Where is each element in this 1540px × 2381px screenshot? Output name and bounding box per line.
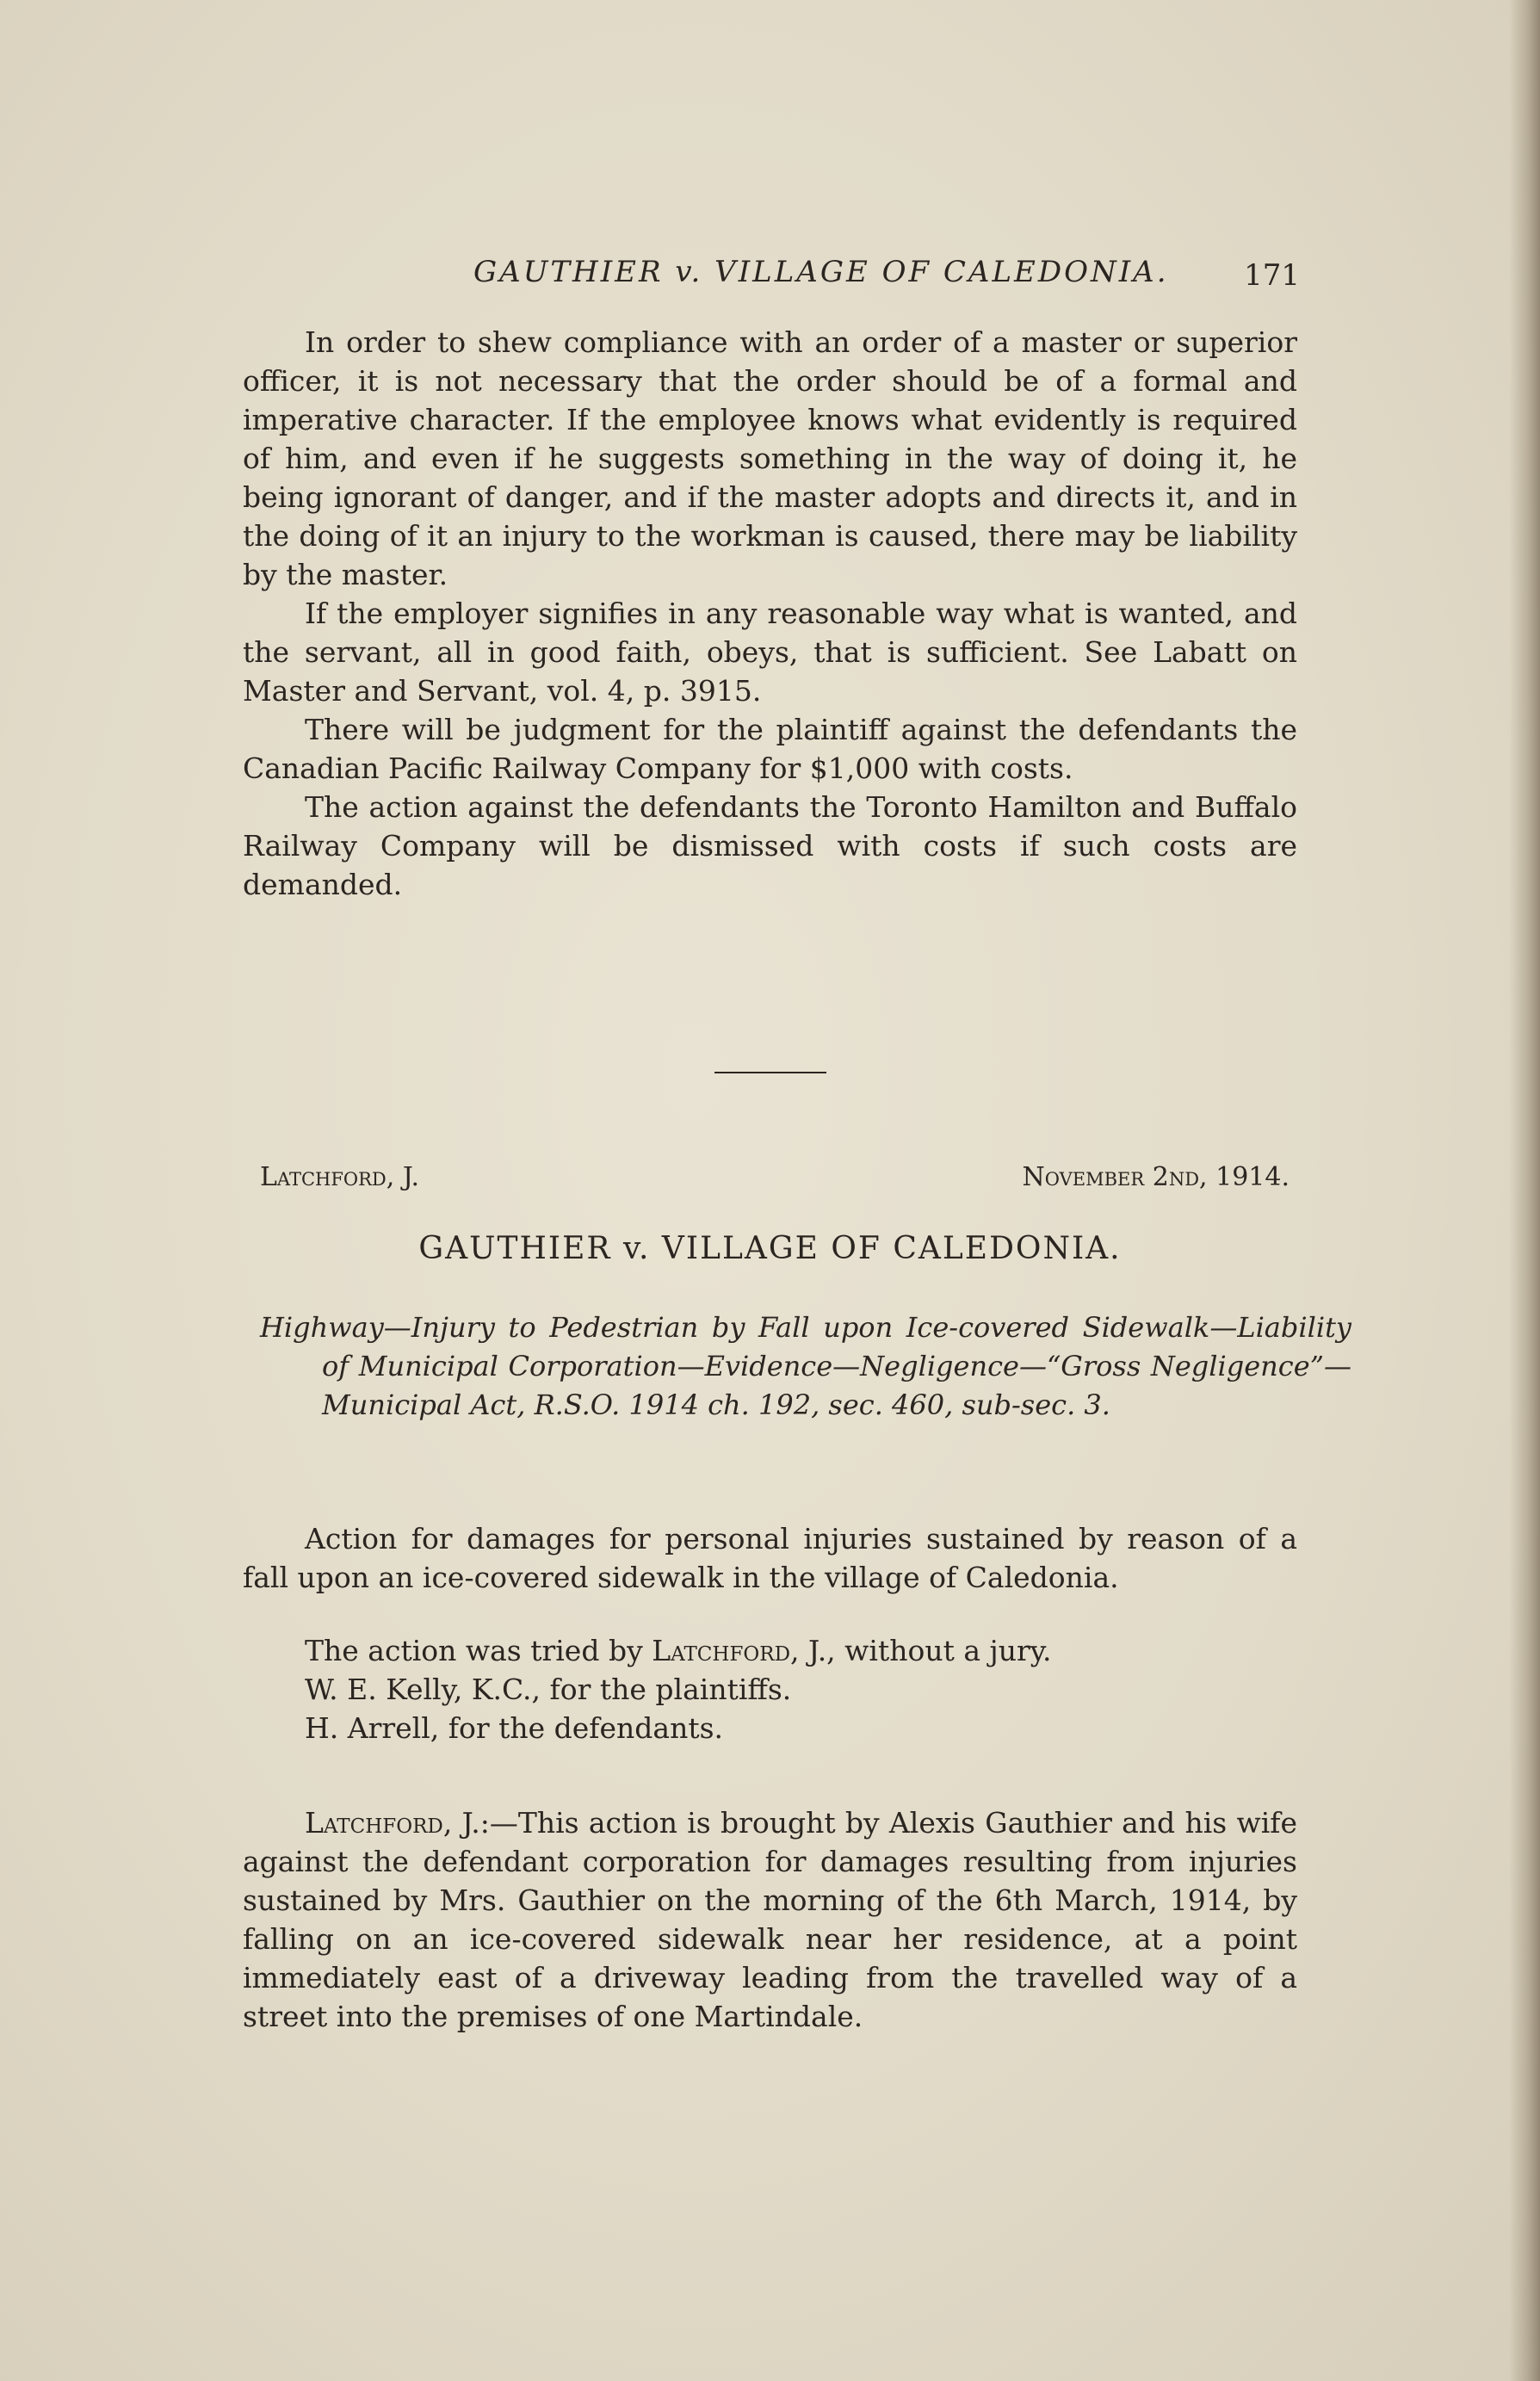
judgment-paragraph xyxy=(243,1803,1297,2036)
trial-info-block xyxy=(243,1631,1297,1747)
section-divider xyxy=(714,1072,826,1073)
running-title: GAUTHIER v. VILLAGE OF CALEDONIA. xyxy=(473,255,1169,289)
judgment-judge: Latchford, J. xyxy=(305,1806,480,1840)
running-head xyxy=(241,255,1300,306)
paragraph: The action against the defendants the Toronto Hamilton and Buffalo Railway Company will be dismissed with costs if such costs are demanded. xyxy=(243,790,1297,901)
continued-judgment xyxy=(243,323,1297,904)
case-title: GAUTHIER v. VILLAGE OF CALEDONIA. xyxy=(418,1231,1122,1266)
case-summary: Action for damages for personal injuries sustained by reason of a fall upon an ice-covered sidewalk in the village of Caledonia. xyxy=(243,1522,1297,1594)
counsel-plaintiffs: W. E. Kelly, K.C., for the plaintiffs. xyxy=(305,1673,792,1706)
judgment-text: :—This action is brought by Alexis Gauthier and his wife against the defendant corporation for damages resulting from injuries sustained by Mrs. Gauthier on the morning of the 6th March, 1914, by falling on an ice-covered sidewalk near her residence, at a point immediately east of a driveway leading from the travelled way of a street into the premises of one Martindale. xyxy=(243,1806,1297,2033)
trial-note xyxy=(243,1631,1297,1670)
page-number: 171 xyxy=(1244,258,1300,293)
case-summary-block xyxy=(243,1519,1297,1597)
counsel-defendants: H. Arrell, for the defendants. xyxy=(305,1711,724,1745)
paragraph: In order to shew compliance with an order of a master or superior officer, it is not necessary that the order should be of a formal and imperative character. If the employee knows what evidently is required of him, and even if he suggests something in the way of doing it, he being ignorant of danger, and if the master adopts and directs it, and in the doing of it an injury to the workman is caused, there may be liability by the master. xyxy=(243,325,1297,591)
case-judge-date-line xyxy=(260,1162,1290,1205)
judge-name: Latchford, J. xyxy=(260,1162,420,1192)
judgment-block xyxy=(243,1803,1297,2036)
paragraph: If the employer signifies in any reasonable way what is wanted, and the servant, all in good faith, obeys, that is sufficient. See Labatt on Master and Servant, vol. 4, p. 3915. xyxy=(243,597,1297,708)
headnote: Highway—Injury to Pedestrian by Fall upon Ice-covered Sidewalk—Liability of Municipal Corporation—Evidence—Negligence—“Gross Negligence”—Municipal Act, R.S.O. 1914 ch. 192, sec. 460, sub-sec. 3. xyxy=(260,1311,1351,1421)
trial-judge: Latchford xyxy=(652,1634,791,1667)
trial-note-pre: The action was tried by xyxy=(305,1634,652,1667)
paragraph: There will be judgment for the plaintiff against the defendants the Canadian Pacific Railway Company for $1,000 with costs. xyxy=(243,713,1297,785)
case-date: November 2nd, 1914. xyxy=(1022,1162,1290,1192)
trial-note-post: , J., without a jury. xyxy=(790,1634,1052,1667)
binding-shadow xyxy=(1509,0,1540,2381)
